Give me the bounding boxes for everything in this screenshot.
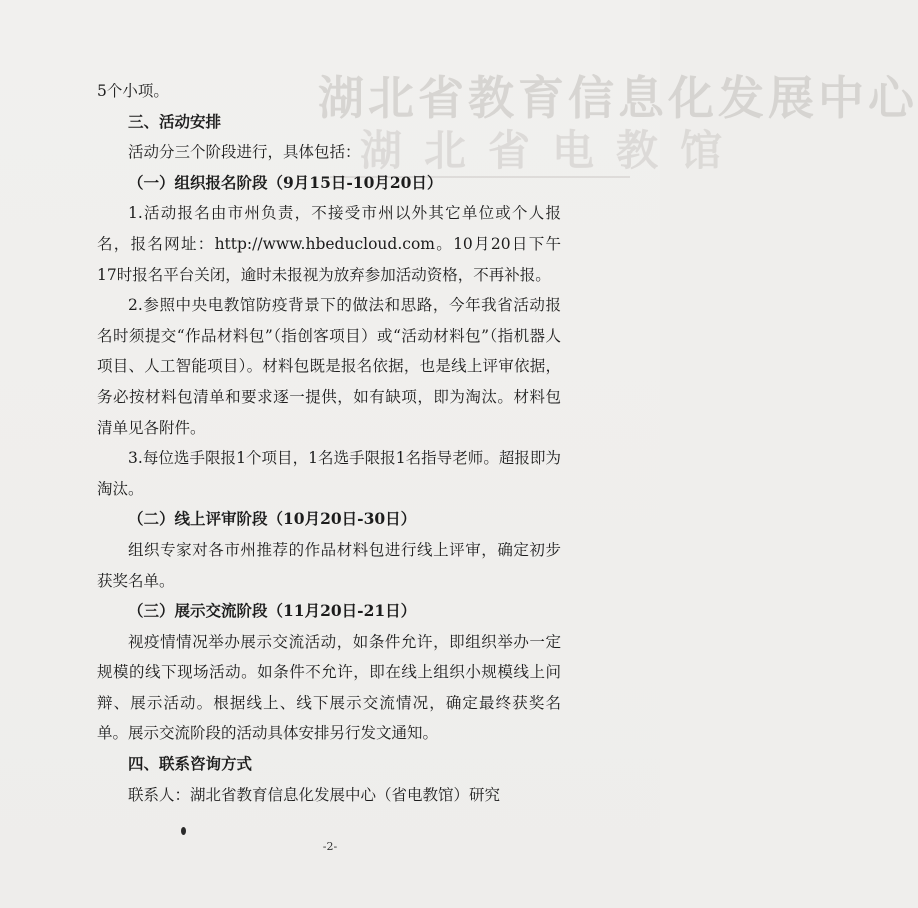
section-heading-activity-schedule: 三、活动安排 — [128, 111, 222, 131]
body-text — [97, 76, 561, 810]
subheading-online-review-stage: （二）线上评审阶段（10月20日-30日） — [128, 509, 417, 529]
subheading-registration-stage: （一）组织报名阶段（9月15日-10月20日） — [128, 172, 443, 192]
section-heading-contact: 四、联系咨询方式 — [128, 754, 253, 774]
bleed-through-heading: 湖北省教育信息化发展中心 — [318, 71, 918, 125]
paragraph-stages-intro: 活动分三个阶段进行，具体包括： — [128, 143, 361, 162]
ink-spot — [181, 827, 186, 835]
paragraph-registration-item-2: 2.参照中央电教馆防疫背景下的做法和思路，今年我省活动报名时须提交“作品材料包”（指创客项目）或“活动材料包”（指机器人项目、人工智能项目）。材料包既是报名依据，也是线上评审依据，务必按材料包清单和要求逐一提供，如有缺项，即为淘汰。材料包清单见各附件。 — [97, 296, 561, 437]
paragraph-online-review: 组织专家对各市州推荐的作品材料包进行线上评审，确定初步获奖名单。 — [97, 540, 561, 590]
paragraph-exhibition: 视疫情情况举办展示交流活动，如条件允许，即组织举办一定规模的线下现场活动。如条件不允许，即在线上组织小规模线上问辩、展示活动。根据线上、线下展示交流情况，确定最终获奖名单。展示交流阶段的活动具体安排另行发文通知。 — [97, 632, 561, 743]
page-number: -2- — [322, 840, 338, 853]
paragraph-registration-item-3: 3.每位选手限报1个项目，1名选手限报1名指导老师。超报即为淘汰。 — [97, 449, 561, 498]
bleed-through-subheading: 湖北省电教馆 — [360, 126, 745, 175]
paragraph-contact-person: 联系人：湖北省教育信息化发展中心（省电教馆）研究 — [128, 785, 501, 804]
paragraph-registration-item-1: 1.活动报名由市州负责，不接受市州以外其它单位或个人报名，报名网址：http://www.hbeducloud.com。10月20日下午17时报名平台关闭，逾时未报视为放弃参加活动资格，不再补报。 — [97, 204, 561, 284]
paragraph-continuation: 5个小项。 — [97, 82, 169, 100]
subheading-exhibition-stage: （三）展示交流阶段（11月20日-21日） — [128, 601, 417, 621]
